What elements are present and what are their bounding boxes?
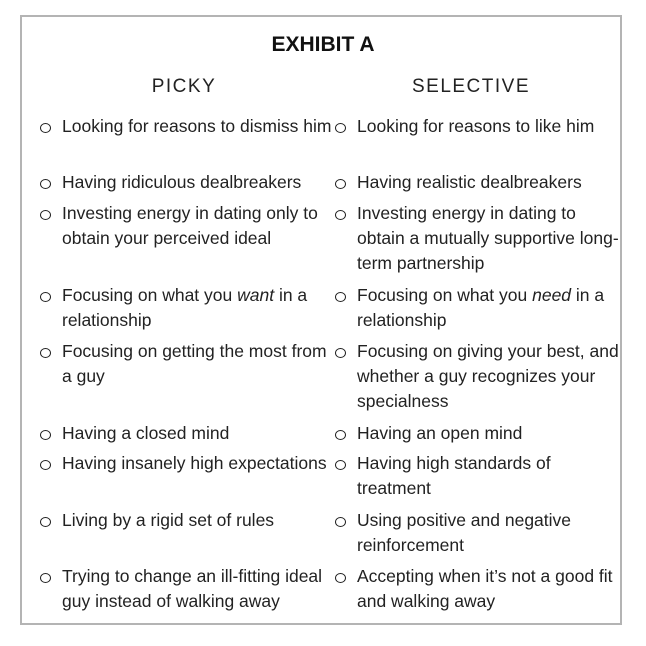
- circle-bullet-icon: [335, 460, 346, 470]
- circle-bullet-icon: [40, 179, 51, 189]
- item-text: Focusing on what you: [357, 285, 533, 305]
- item-text: Investing energy in dating only to obtain your perceived ideal: [62, 203, 318, 248]
- picky-item: [62, 451, 332, 476]
- circle-bullet-icon: [335, 573, 346, 583]
- picky-item: [62, 508, 332, 533]
- selective-item: [357, 564, 627, 614]
- picky-item: [62, 170, 332, 195]
- emphasis-text: need: [532, 285, 572, 305]
- picky-item: [62, 421, 332, 446]
- selective-item: [357, 170, 627, 195]
- circle-bullet-icon: [40, 430, 51, 440]
- item-text: Using positive and negative reinforcement: [357, 510, 572, 555]
- selective-item: [357, 339, 627, 414]
- picky-item: [62, 564, 327, 614]
- column-header-selective: SELECTIVE: [411, 76, 531, 97]
- selective-item: [357, 451, 627, 501]
- item-text: Looking for reasons to dismiss him: [62, 116, 332, 136]
- circle-bullet-icon: [40, 573, 51, 583]
- circle-bullet-icon: [335, 123, 346, 133]
- item-text: in a relationship: [357, 285, 605, 330]
- circle-bullet-icon: [40, 460, 51, 470]
- circle-bullet-icon: [335, 292, 346, 302]
- circle-bullet-icon: [40, 123, 51, 133]
- item-text: in a relationship: [62, 285, 308, 330]
- item-text: Having realistic dealbreakers: [357, 172, 582, 192]
- item-text: Focusing on giving your best, and whether a guy recognizes your specialness: [357, 341, 619, 411]
- circle-bullet-icon: [335, 348, 346, 358]
- picky-item: [62, 339, 332, 389]
- item-text: Having high standards of treatment: [357, 453, 551, 498]
- item-text: Accepting when it’s not a good fit and walking away: [357, 566, 613, 611]
- item-text: Focusing on what you: [62, 285, 238, 305]
- circle-bullet-icon: [40, 210, 51, 220]
- selective-item: [357, 421, 627, 446]
- item-text: Trying to change an ill-fitting ideal guy instead of walking away: [62, 566, 323, 611]
- circle-bullet-icon: [40, 517, 51, 527]
- item-text: Having a closed mind: [62, 423, 230, 443]
- picky-item: [62, 283, 332, 333]
- emphasis-text: want: [237, 285, 275, 305]
- item-text: Investing energy in dating to obtain a mutually supportive long-term partnership: [357, 203, 619, 273]
- selective-item: [357, 283, 627, 333]
- circle-bullet-icon: [335, 430, 346, 440]
- exhibit-title: EXHIBIT A: [271, 33, 375, 56]
- circle-bullet-icon: [335, 517, 346, 527]
- circle-bullet-icon: [335, 210, 346, 220]
- selective-item: [357, 201, 627, 276]
- circle-bullet-icon: [40, 292, 51, 302]
- item-text: Living by a rigid set of rules: [62, 510, 275, 530]
- circle-bullet-icon: [335, 179, 346, 189]
- item-text: Having insanely high expectations: [62, 453, 327, 473]
- picky-item: [62, 201, 332, 251]
- circle-bullet-icon: [40, 348, 51, 358]
- item-text: Focusing on getting the most from a guy: [62, 341, 327, 386]
- picky-item: [62, 114, 332, 139]
- item-text: Having an open mind: [357, 423, 523, 443]
- item-text: Looking for reasons to like him: [357, 116, 595, 136]
- selective-item: [357, 508, 627, 558]
- item-text: Having ridiculous dealbreakers: [62, 172, 302, 192]
- selective-item: [357, 114, 627, 139]
- column-header-picky: PICKY: [151, 76, 217, 97]
